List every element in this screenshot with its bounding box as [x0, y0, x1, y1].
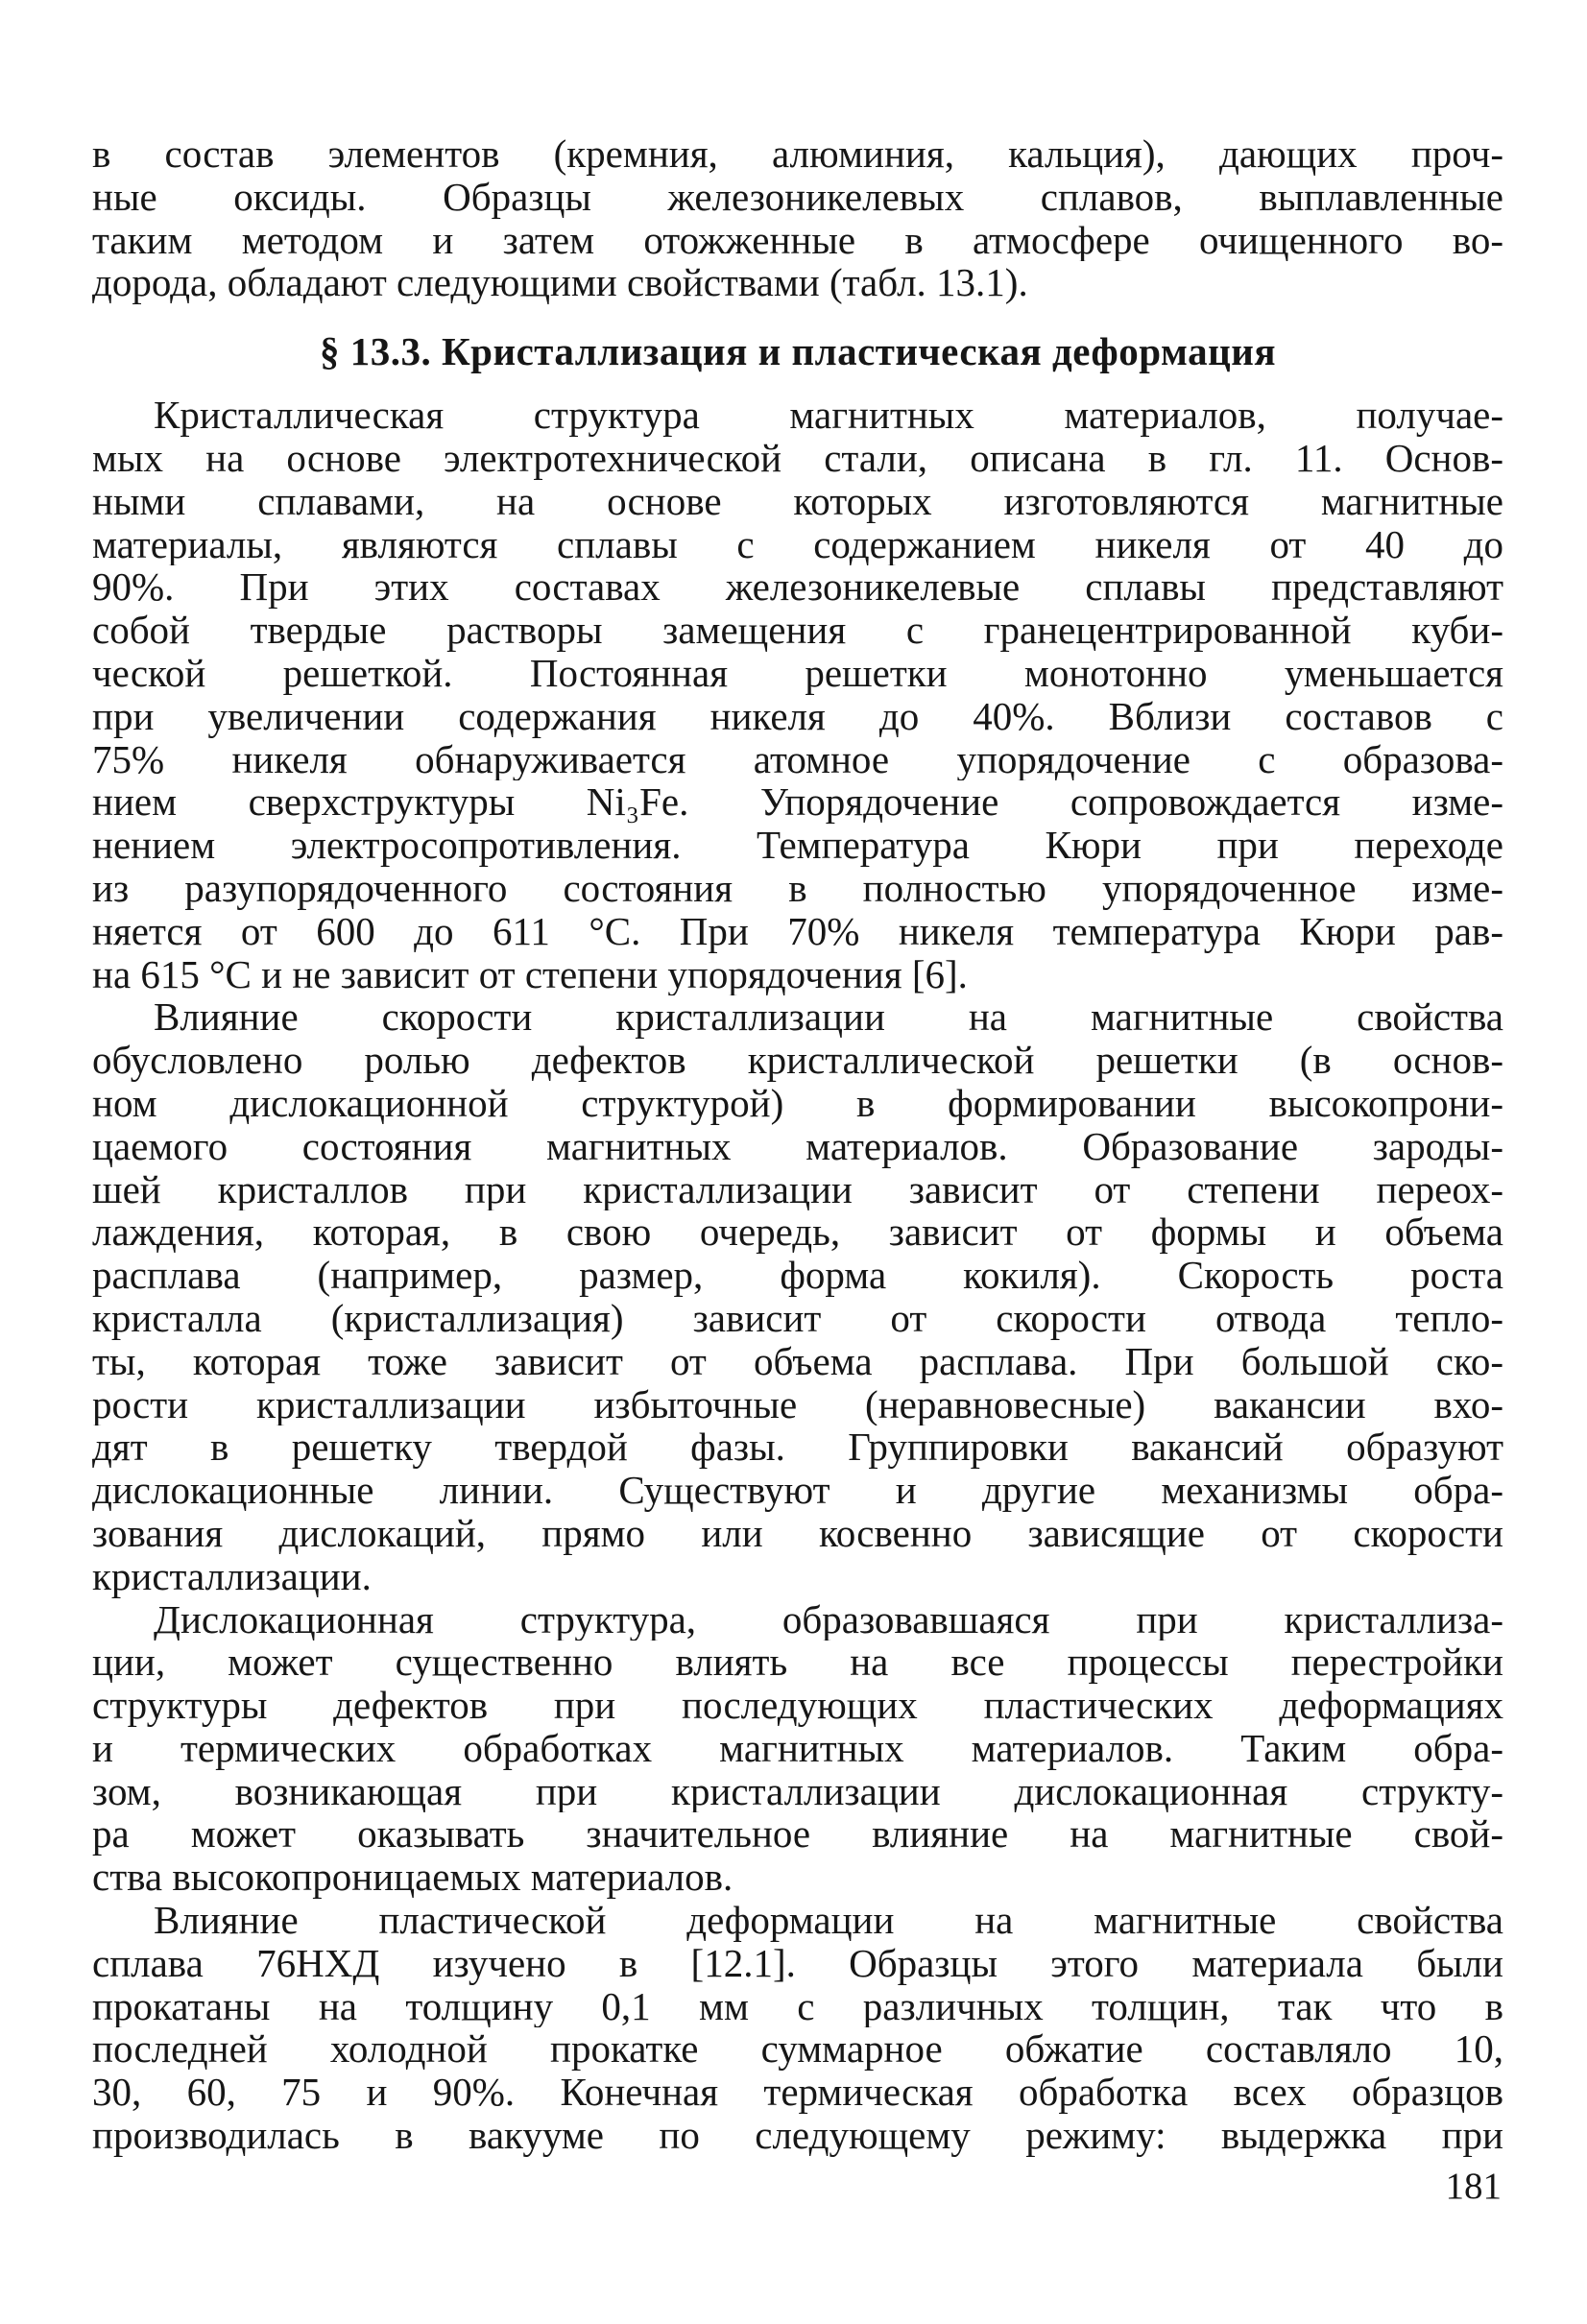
text-line: ном дислокационной структурой) в формировании высокопрони-: [92, 1081, 1503, 1125]
text-line: мых на основе электротехнической стали, описана в гл. 11. Основ-: [92, 436, 1503, 480]
section-heading: § 13.3. Кристаллизация и пластическая деформация: [319, 329, 1277, 374]
text-line: нием сверхструктуры Ni₃Fe. Упорядочение сопровождается изме-: [92, 780, 1503, 825]
text-line: ными сплавами, на основе которых изготовляются магнитные: [92, 479, 1503, 523]
text-line: ческой решеткой. Постоянная решетки монотонно уменьшается: [92, 651, 1503, 695]
paragraph: [92, 394, 1503, 995]
text-line: ции, может существенно влиять на все процессы перестройки: [92, 1641, 1503, 1685]
text-line: Влияние пластической деформации на магнитные свойства: [154, 1899, 1503, 1942]
text-line: зования дислокаций, прямо или косвенно зависящие от скорости: [92, 1511, 1503, 1555]
text-line: таким методом и затем отожженные в атмосфере очищенного во-: [92, 218, 1503, 262]
text-line: рости кристаллизации избыточные (неравновесные) вакансии вхо-: [92, 1382, 1503, 1426]
text-line: 75% никеля обнаруживается атомное упорядочение с образова-: [92, 737, 1503, 781]
text-line: цаемого состояния магнитных материалов. Образование зароды-: [92, 1124, 1503, 1168]
text-line: Кристаллическая структура магнитных материалов, получае-: [154, 394, 1503, 437]
text-line: последней холодной прокатке суммарное обжатие составляло 10,: [92, 2027, 1503, 2072]
paragraph: [92, 1598, 1503, 1900]
text-line: ства высокопроницаемых материалов.: [92, 1856, 733, 1900]
text-line: на 615 °С и не зависит от степени упорядочения [6].: [92, 952, 968, 996]
text-line: расплава (например, размер, форма кокиля). Скорость роста: [92, 1254, 1503, 1297]
text-line: зом, возникающая при кристаллизации дислокационная структу-: [92, 1769, 1503, 1813]
text-column: [92, 132, 1503, 2208]
paragraph: [92, 1899, 1503, 2157]
text-line: лаждения, которая, в свою очередь, зависит от формы и объема: [92, 1210, 1503, 1255]
text-line: кристалла (кристаллизация) зависит от скорости отвода тепло-: [92, 1296, 1503, 1340]
text-line: производилась в вакууме по следующему режиму: выдержка при: [92, 2114, 1503, 2157]
text-line: собой твердые растворы замещения с гранецентрированной куби-: [92, 609, 1503, 652]
text-line: прокатаны на толщину 0,1 мм с различных толщин, так что в: [92, 1984, 1503, 2028]
text-line: из разупорядоченного состояния в полностью упорядоченное изме-: [92, 866, 1503, 910]
text-line: ные оксиды. Образцы железоникелевых сплавов, выплавленные: [92, 175, 1503, 219]
text-line: материалы, являются сплавы с содержанием никеля от 40 до: [92, 522, 1503, 566]
text-line: ра может оказывать значительное влияние на магнитные свой-: [92, 1812, 1503, 1857]
body-paragraphs: [92, 394, 1503, 2157]
paragraph: [92, 995, 1503, 1597]
text-line: Влияние скорости кристаллизации на магнитные свойства: [154, 995, 1503, 1040]
text-line: Дислокационная структура, образовавшаяся при кристаллиза-: [154, 1597, 1503, 1641]
text-line: структуры дефектов при последующих пластических деформациях: [92, 1684, 1503, 1727]
text-line: 30, 60, 75 и 90%. Конечная термическая обработка всех образцов: [92, 2071, 1503, 2115]
page-number: 181: [1445, 2165, 1502, 2207]
text-line: в состав элементов (кремния, алюминия, кальция), дающих проч-: [92, 132, 1503, 176]
text-line: шей кристаллов при кристаллизации зависит от степени переох-: [92, 1167, 1503, 1211]
text-line: ты, которая тоже зависит от объема расплава. При большой ско-: [92, 1339, 1503, 1383]
text-line: и термических обработках магнитных материалов. Таким обра-: [92, 1726, 1503, 1770]
text-line: сплава 76НХД изучено в [12.1]. Образцы этого материала были: [92, 1941, 1503, 1985]
text-line: 90%. При этих составах железоникелевые сплавы представляют: [92, 565, 1503, 610]
text-line: дорода, обладают следующими свойствами (табл. 13.1).: [92, 261, 1028, 305]
text-line: при увеличении содержания никеля до 40%. Вблизи составов с: [92, 694, 1503, 738]
intro-paragraph: [92, 132, 1503, 304]
text-line: кристаллизации.: [92, 1554, 372, 1598]
text-line: нением электросопротивления. Температура Кюри при переходе: [92, 824, 1503, 867]
text-line: дят в решетку твердой фазы. Группировки вакансий образуют: [92, 1426, 1503, 1470]
text-line: обусловлено ролью дефектов кристаллической решетки (в основ-: [92, 1039, 1503, 1082]
text-line: няется от 600 до 611 °С. При 70% никеля температура Кюри рав-: [92, 909, 1503, 953]
text-line: дислокационные линии. Существуют и другие механизмы обра-: [92, 1469, 1503, 1512]
